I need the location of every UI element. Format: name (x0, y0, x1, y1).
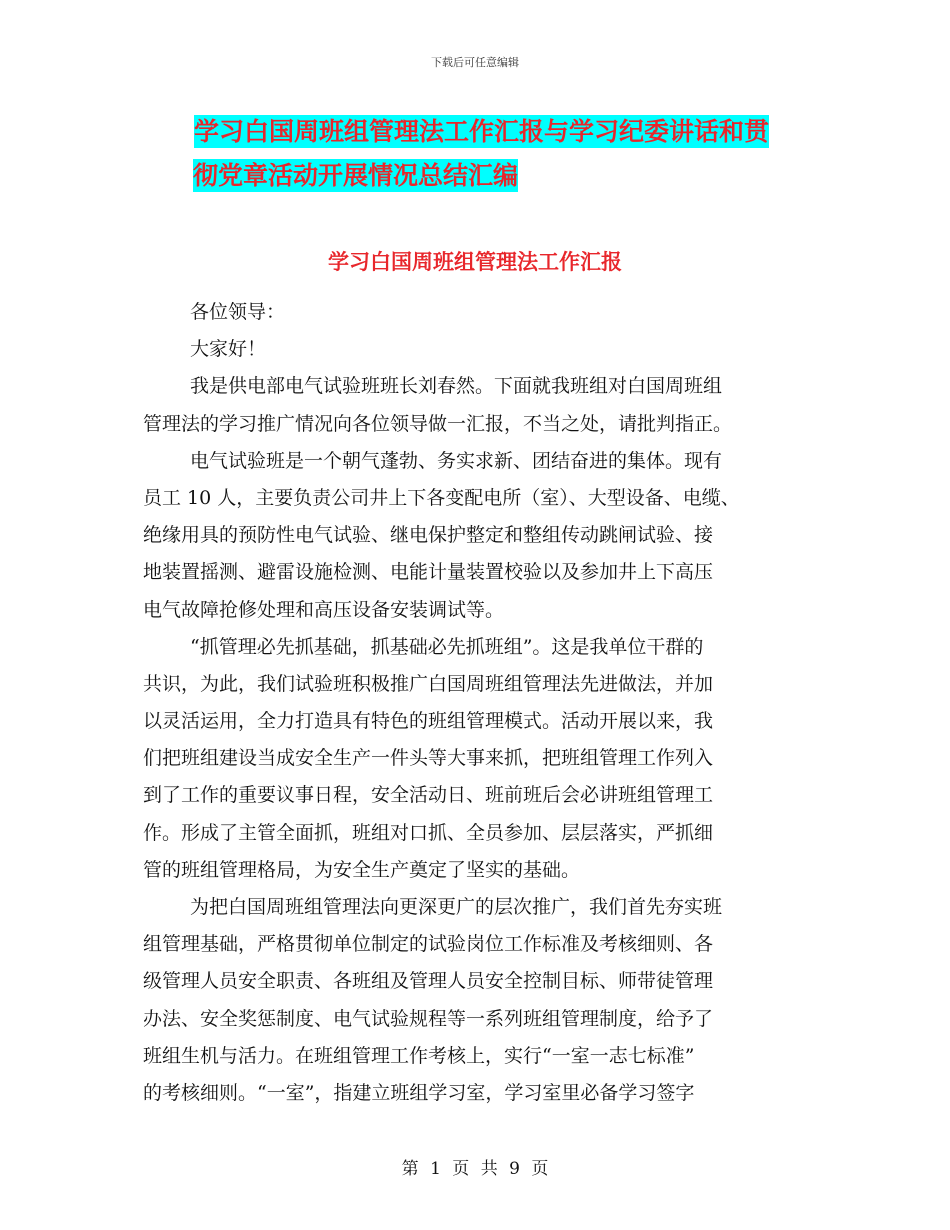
paragraph-line: 级管理人员安全职责、各班组及管理人员安全控制目标、师带徒管理 (143, 970, 714, 993)
paragraph-line: 电气故障抢修处理和高压设备安装调试等。 (143, 598, 505, 621)
paragraph-line: 管的班组管理格局，为安全生产奠定了坚实的基础。 (143, 858, 581, 881)
paragraph-line: 管理法的学习推广情况向各位领导做一汇报，不当之处，请批判指正。 (143, 412, 733, 435)
paragraph-line: 班组生机与活力。在班组管理工作考核上，实行“一室一志七标准” (143, 1044, 695, 1067)
body-text (143, 294, 823, 1112)
paragraph-line: 组管理基础，严格贯彻单位制定的试验岗位工作标准及考核细则、各 (143, 933, 714, 956)
paragraph-line: 为把白国周班组管理法向更深更广的层次推广，我们首先夯实班 (190, 896, 723, 918)
section-title: 学习白国周班组管理法工作汇报 (328, 250, 622, 274)
paragraph-line: 们把班组建设当成安全生产一件头等大事来抓，把班组管理工作列入 (143, 747, 714, 770)
greeting-line: 大家好！ (190, 338, 267, 361)
paragraph-line: “抓管理必先抓基础，抓基础必先抓班组”。这是我单位干群的 (190, 635, 704, 658)
page-header-note: 下载后可任意编辑 (431, 56, 519, 69)
paragraph-line: 员工 10 人，主要负责公司井上下各变配电所（室）、大型设备、电缆、 (143, 486, 740, 509)
salutation-line: 各位领导： (190, 301, 286, 323)
paragraph-line: 地装置摇测、避雷设施检测、电能计量装置校验以及参加井上下高压 (143, 561, 714, 584)
paragraph-line: 共识，为此，我们试验班积极推广白国周班组管理法先进做法，并加 (143, 672, 714, 695)
document-title (140, 110, 820, 198)
paragraph-line: 作。形成了主管全面抓，班组对口抓、全员参加、层层落实，严抓细 (143, 821, 714, 844)
paragraph-line: 以灵活运用，全力打造具有特色的班组管理模式。活动开展以来，我 (143, 710, 714, 733)
page-number: 第 1 页 共 9 页 (401, 1159, 549, 1179)
paragraph-line: 我是供电部电气试验班班长刘春然。下面就我班组对白国周班组 (190, 375, 723, 398)
title-line-1: 学习白国周班组管理法工作汇报与学习纪委讲话和贯 (194, 117, 770, 146)
paragraph-line: 办法、安全奖惩制度、电气试验规程等一系列班组管理制度，给予了 (143, 1007, 714, 1030)
paragraph-line: 绝缘用具的预防性电气试验、继电保护整定和整组传动跳闸试验、接 (143, 524, 714, 547)
paragraph-line: 的考核细则。“一室”，指建立班组学习室，学习室里必备学习签字 (143, 1081, 695, 1104)
paragraph-line: 到了工作的重要议事日程，安全活动日、班前班后会必讲班组管理工 (143, 784, 714, 807)
paragraph-line: 电气试验班是一个朝气蓬勃、务实求新、团结奋进的集体。现有 (190, 449, 723, 472)
title-line-2: 彻党章活动开展情况总结汇编 (193, 161, 519, 190)
